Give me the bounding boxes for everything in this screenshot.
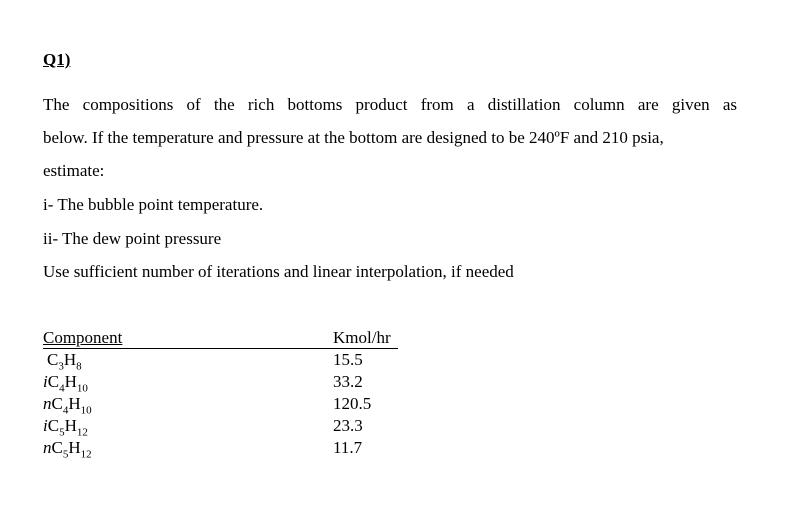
column-header-component: Component	[43, 328, 123, 347]
task-item-2: ii- The dew point pressure	[43, 229, 222, 248]
component-name: $nC_4H_{10}$	[43, 394, 92, 417]
component-name: $C_3H_8$	[47, 350, 82, 373]
instruction-line: Use sufficient number of iterations and linear interpolation, if needed	[43, 262, 514, 281]
flow-value: 23.3	[333, 416, 363, 435]
flow-value: 120.5	[333, 394, 372, 413]
table-row	[43, 437, 398, 459]
component-name: $iC_5H_{12}$	[43, 416, 88, 439]
component-name: $nC_5H_{12}$	[43, 438, 92, 461]
table-row	[43, 415, 398, 437]
table-header	[43, 328, 398, 349]
table-row	[43, 393, 398, 415]
table-row	[43, 371, 398, 393]
question-line-2: below. If the temperature and pressure at the bottom are designed to be 240ºF and 210 psia,	[43, 128, 664, 147]
question-line-3: estimate:	[43, 161, 105, 180]
column-header-flow: Kmol/hr	[333, 328, 391, 347]
question-heading: Q1)	[43, 50, 71, 69]
table-row	[43, 349, 398, 371]
task-item-1: i- The bubble point temperature.	[43, 195, 264, 214]
question-line-1: The compositions of the rich bottoms product from a distillation column are given as	[43, 95, 737, 114]
flow-value: 15.5	[333, 350, 363, 369]
flow-value: 33.2	[333, 372, 363, 391]
flow-value: 11.7	[333, 438, 363, 457]
component-name: $iC_4H_{10}$	[43, 372, 88, 395]
